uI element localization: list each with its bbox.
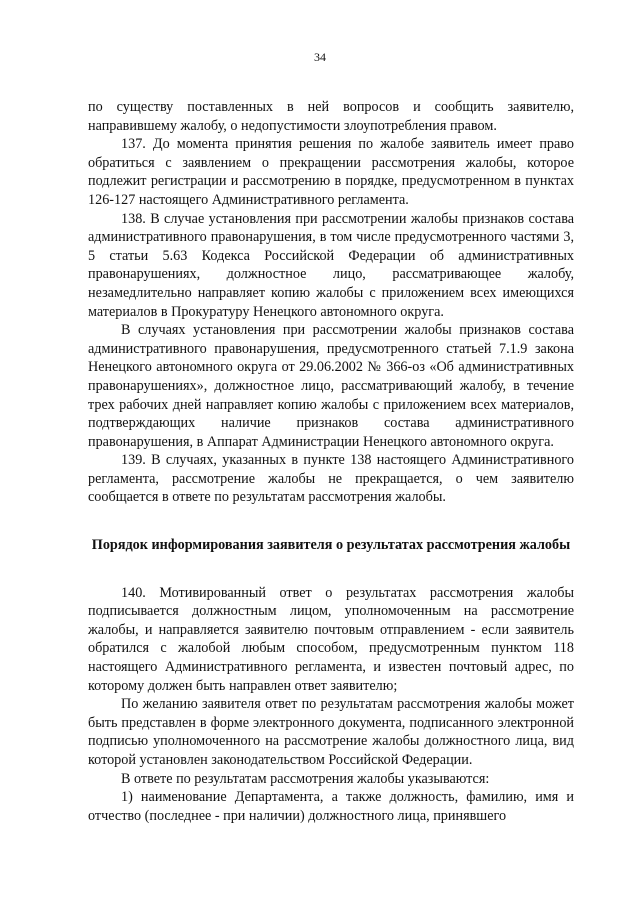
paragraph-continuation: по существу поставленных в ней вопросов и сообщить заявителю, направившему жалобу, о недопустимости злоупотребления правом.	[88, 99, 574, 134]
paragraph-138: 138. В случае установления при рассмотрении жалобы признаков состава административного правонарушения, в том числе предусмотренного частями 3, 5 статьи 5.63 Кодекса Российской Федерации об административных правонарушениях, должностное лицо, рассматривающее жалобу, незамедлительно направляет копию жалобы с приложением всех имеющихся материалов в Прокуратуру Ненецкого автономного округа.	[88, 210, 574, 320]
list-item-1: 1) наименование Департамента, а также должность, фамилию, имя и отчество (последнее - при наличии) должностного лица, принявшего	[88, 789, 574, 824]
paragraph-response-contents-intro: В ответе по результатам рассмотрения жалобы указываются:	[121, 770, 490, 787]
paragraph-137: 137. До момента принятия решения по жалобе заявитель имеет право обратиться с заявлением о прекращении рассмотрения жалобы, которое подлежит регистрации и рассмотрению в порядке, предусмотренном в пунктах 126-127 настоящего Административного регламента.	[88, 136, 574, 208]
page-number: 34	[314, 50, 326, 64]
paragraph-140: 140. Мотивированный ответ о результатах рассмотрения жалобы подписывается должностным лицом, уполномоченным на рассмотрение жалобы, и направляется заявителю почтовым отправлением - если заявитель обратился с жалобой любым способом, предусмотренным пунктом 118 настоящего Административного регламента, и известен почтовый адрес, по которому должен быть направлен ответ заявителю;	[88, 584, 574, 694]
document-body	[88, 98, 574, 825]
section-heading: Порядок информирования заявителя о результатах рассмотрения жалобы	[91, 537, 571, 554]
paragraph-139: 139. В случаях, указанных в пункте 138 настоящего Административного регламента, рассмотрение жалобы не прекращается, о чем заявителю сообщается в ответе по результатам рассмотрения жалобы.	[88, 452, 574, 506]
paragraph-138-addendum: В случаях установления при рассмотрении жалобы признаков состава административного правонарушения, предусмотренного статьей 7.1.9 закона Ненецкого автономного округа от 29.06.2002 № 366-оз «Об административных правонарушениях», должностное лицо, рассматривающий жалобу, в течение трех рабочих дней направляет копию жалобы с приложением всех материалов, подтверждающих наличие признаков состава административного правонарушения, в Аппарат Администрации Ненецкого автономного округа.	[88, 322, 574, 450]
paragraph-electronic-response: По желанию заявителя ответ по результатам рассмотрения жалобы может быть представлен в форме электронного документа, подписанного электронной подписью уполномоченного на рассмотрение жалобы должностного лица, вид которой установлен законодательством Российской Федерации.	[88, 696, 574, 768]
